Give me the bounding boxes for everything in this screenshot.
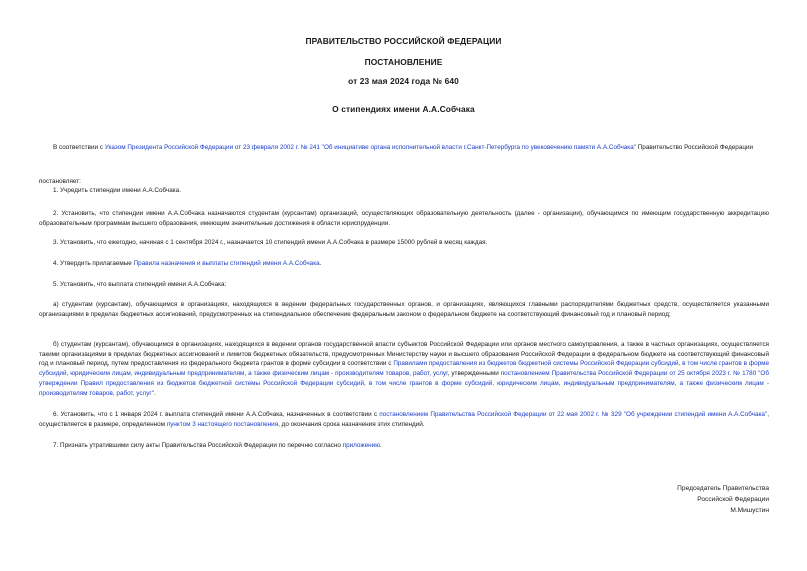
- appendix-link[interactable]: приложению: [342, 442, 380, 449]
- paragraph-2: 2. Установить, что стипендии имени А.А.Собчака назначаются студентам (курсантам) организаций, осуществляющих образовательную деятельность (далее - организации), обучающимся по имеющим государственную аккредитацию образовательным программам высшего образования, имеющим значительные достижения в области юриспруденции.: [39, 210, 769, 227]
- signatory-name: М.Мишустин: [730, 507, 769, 514]
- decides-line: постановляет:: [39, 178, 81, 185]
- paragraph-5b-text: б) студентам (курсантам), обучающимся в организациях, находящихся в ведении органов государственной власти субъектов Российской Федерации или органов местного самоуправления, а также в частных организациях, осуществляется такими организациями в пределах бюджетных ассигнований и лимитов бюджетных обязательств, предусмотренных Министерству науки и высшего образования Российской Федерации в федеральном бюджете на соответствующий финансовый год и плановый период, путем предоставления из федерального бюджета грантов в форме субсидии в соответствии с: [39, 341, 769, 368]
- paragraph-6-end: , до окончания срока назначения этих стипендий.: [278, 420, 425, 428]
- paragraph-5b-text-2: , утвержденными: [447, 370, 501, 378]
- paragraph-5a: а) студентам (курсантам), обучающимся в организациях, находящихся в ведении федеральных государственных органов, и организациях, являющихся главными распорядителями бюджетных средств, осуществляется указанными организациями в пределах бюджетных ассигнований, предусмотренных на стипендиальное обеспечение федеральным законом о федеральном бюджете на соответствующий финансовый год и плановый период;: [39, 301, 769, 318]
- signatory-country: Российской Федерации: [697, 496, 769, 503]
- decree-link[interactable]: Указом Президента Российской Федерации от 23 февраля 2002 г. № 241 "Об инициативе органа исполнительной власти г.Санкт-Петербурга по увековечению памяти А.А.Собчака": [104, 144, 636, 151]
- paragraph-5b: [39, 340, 769, 398]
- paragraph-4-end: .: [319, 260, 322, 267]
- paragraph-4: [39, 259, 769, 269]
- paragraph-5: 5. Установить, что выплата стипендий имени А.А.Собчака:: [53, 281, 227, 288]
- paragraph-5b-end: .: [153, 389, 156, 397]
- preamble-text: В соответствии с: [53, 144, 105, 151]
- paragraph-7-text: 7. Признать утратившими силу акты Правительства Российской Федерации по перечню согласно: [53, 442, 343, 449]
- paragraph-4-text: 4. Утвердить прилагаемые: [53, 260, 134, 267]
- paragraph-6: [39, 410, 769, 429]
- signatory-position: Председатель Правительства: [677, 485, 769, 492]
- issuing-authority: ПРАВИТЕЛЬСТВО РОССИЙСКОЙ ФЕДЕРАЦИИ: [305, 36, 502, 46]
- preamble: [39, 143, 769, 153]
- document-title: О стипендиях имени А.А.Собчака: [332, 104, 475, 114]
- paragraph-1: 1. Учредить стипендии имени А.А.Собчака.: [53, 187, 181, 194]
- document-date-number: от 23 мая 2024 года № 640: [348, 76, 459, 86]
- clause-3-link[interactable]: пунктом 3 настоящего постановления: [166, 420, 279, 428]
- subsidy-rules-link[interactable]: Правилами предоставления из бюджетов бюджетной системы Российской Федерации субсидий, в том числе грантов в форме субсидий, юридическим лицам, индивидуальным предпринимателям, а также физическим лицам - производителям товаров, работ, услуг: [39, 360, 770, 378]
- resolution-1780-link[interactable]: постановлением Правительства Российской Федерации от 25 октября 2023 г. № 1780 "Об утверждении Правил предоставления из бюджетов бюджетной системы Российской Федерации субсидий, в том числе грантов в форме субсидий, юридическим лицам, индивидуальным предпринимателям, а также физическим лицам - производителям товаров, работ, услуг": [39, 370, 770, 397]
- paragraph-6-text-2: , осуществляется в размере, определенном: [39, 411, 769, 428]
- document-type: ПОСТАНОВЛЕНИЕ: [364, 57, 443, 67]
- resolution-329-link[interactable]: постановлением Правительства Российской Федерации от 22 мая 2002 г. № 329 "Об учреждении стипендий имени А.А.Собчака": [379, 411, 768, 418]
- rules-link[interactable]: Правила назначения и выплаты стипендий имени А.А.Собчака: [133, 260, 320, 267]
- preamble-text-2: Правительство Российской Федерации: [635, 144, 754, 151]
- paragraph-6-text: 6. Установить, что с 1 января 2024 г. выплата стипендий имени А.А.Собчака, назначенных в соответствии с: [53, 411, 380, 418]
- paragraph-3: 3. Установить, что ежегодно, начиная с 1 сентября 2024 г., назначается 10 стипендий имени А.А.Собчака в размере 15000 рублей в месяц каждая.: [53, 239, 488, 246]
- paragraph-7: [39, 441, 769, 451]
- paragraph-7-end: .: [379, 442, 382, 449]
